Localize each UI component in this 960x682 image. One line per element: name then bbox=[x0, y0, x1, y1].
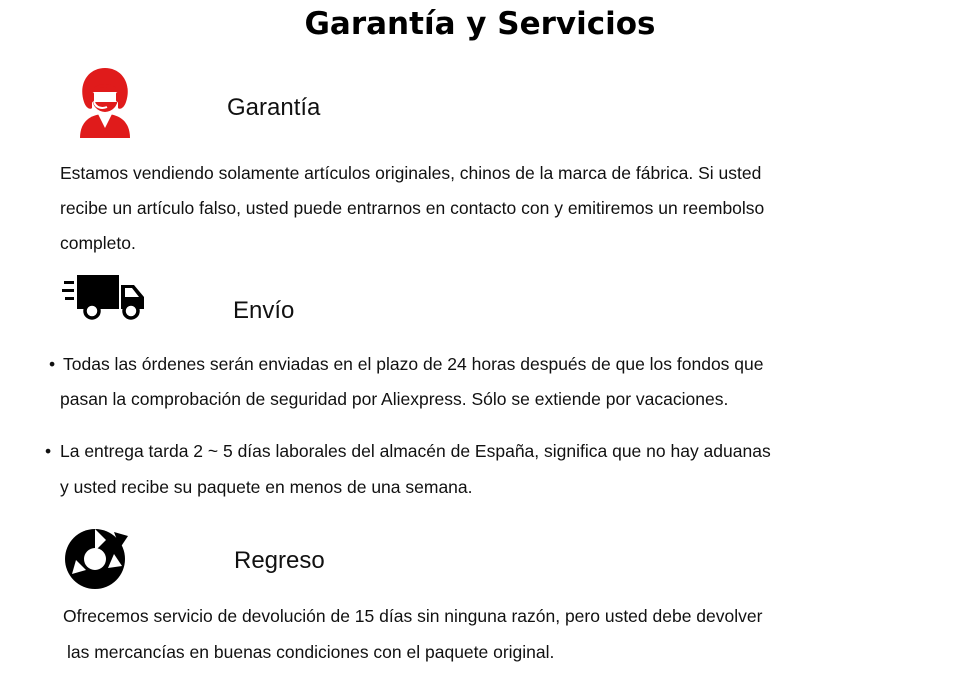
returns-text-line-1: Ofrecemos servicio de devolución de 15 días sin ninguna razón, pero usted debe devolver bbox=[63, 606, 763, 626]
page-title: Garantía y Servicios bbox=[304, 6, 656, 42]
shipping-bullet-2-line-1: La entrega tarda 2 ~ 5 días laborales del almacén de España, significa que no hay aduanas bbox=[60, 441, 771, 461]
bullet-symbol: • bbox=[45, 441, 52, 461]
delivery-truck-icon bbox=[62, 273, 148, 321]
shipping-bullet-2-line-2: y usted recibe su paquete en menos de una semana. bbox=[60, 477, 473, 497]
bullet-symbol: • bbox=[49, 354, 56, 374]
warranty-text-line-2: recibe un artículo falso, usted puede entrarnos en contacto con y emitiremos un reembolso bbox=[60, 198, 765, 218]
returns-text-line-2: las mercancías en buenas condiciones con el paquete original. bbox=[67, 642, 555, 662]
section-heading-returns: Regreso bbox=[234, 547, 325, 574]
section-heading-warranty: Garantía bbox=[227, 94, 321, 121]
return-arrows-icon bbox=[62, 526, 130, 592]
section-heading-shipping: Envío bbox=[233, 297, 295, 324]
shipping-bullet-1-line-2: pasan la comprobación de seguridad por Aliexpress. Sólo se extiende por vacaciones. bbox=[60, 389, 729, 409]
warranty-text-line-3: completo. bbox=[60, 233, 136, 253]
customer-service-agent-icon bbox=[74, 64, 136, 140]
shipping-bullet-1-line-1: Todas las órdenes serán enviadas en el plazo de 24 horas después de que los fondos que bbox=[63, 354, 764, 374]
warranty-text-line-1: Estamos vendiendo solamente artículos originales, chinos de la marca de fábrica. Si usted bbox=[60, 163, 762, 183]
